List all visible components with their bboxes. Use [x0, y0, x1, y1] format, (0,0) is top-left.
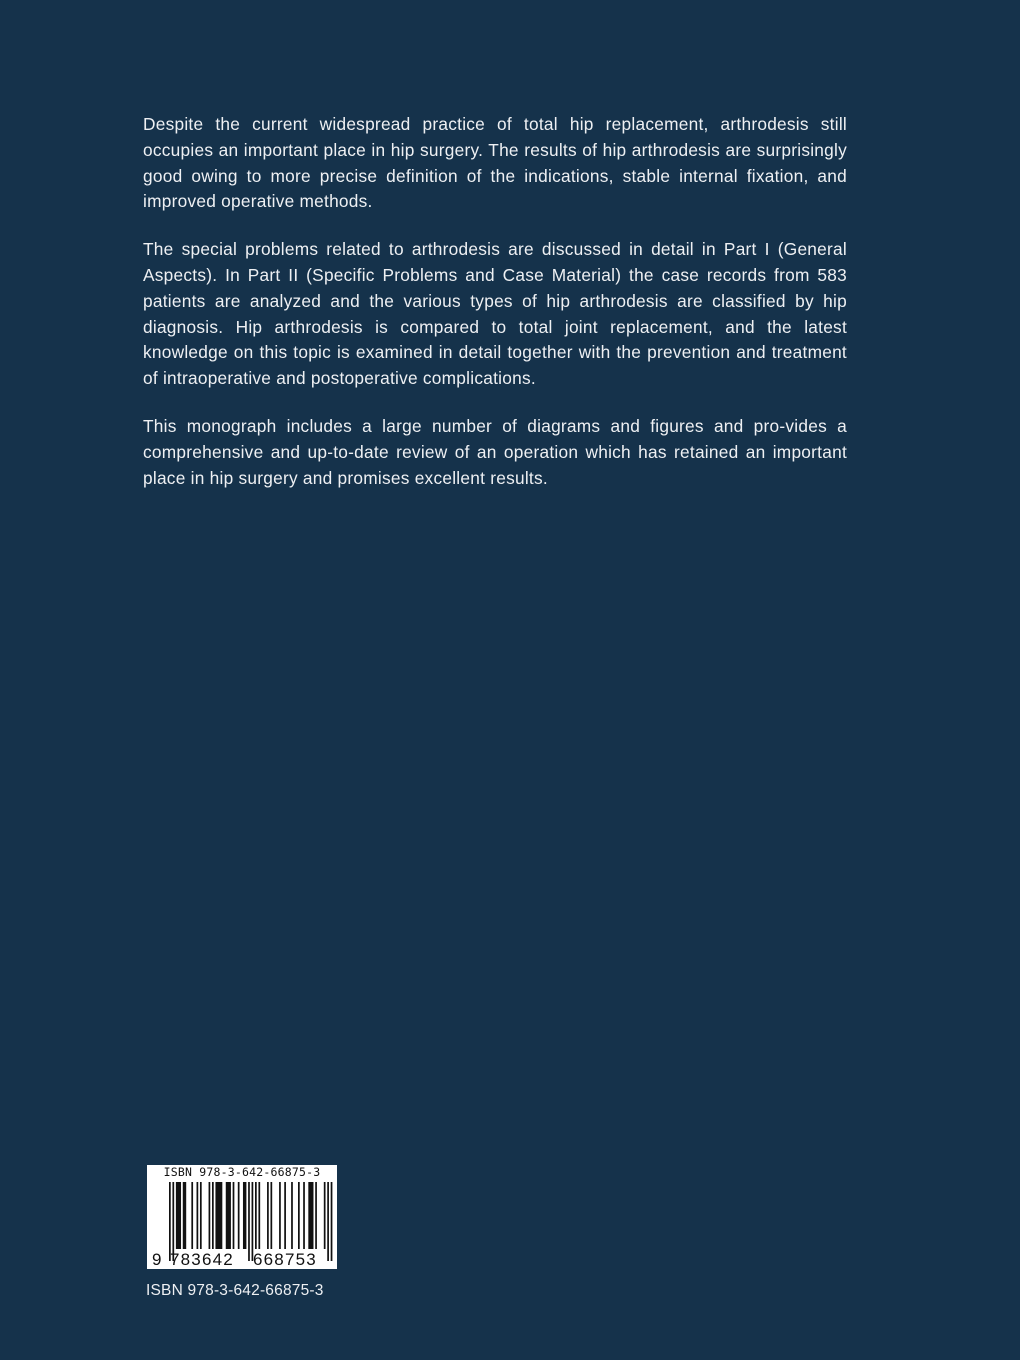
barcode-bar: [243, 1182, 246, 1249]
blurb-paragraph-3: This monograph includes a large number of diagrams and figures and pro-vides a comprehensive and up-to-date review of an operation which has retained an important place in hip surgery and promises excellent results.: [143, 415, 847, 488]
barcode-bar: [197, 1182, 199, 1249]
barcode-bar: [209, 1182, 211, 1249]
barcode-bar: [279, 1182, 281, 1249]
barcode-bar: [183, 1182, 186, 1249]
barcode-left-digits: 783642: [170, 1250, 234, 1269]
barcode-bar: [191, 1182, 193, 1249]
barcode-bar: [291, 1182, 293, 1249]
isbn-barcode: [147, 1165, 337, 1269]
barcode-bar: [284, 1182, 286, 1249]
barcode-isbn-label: ISBN 978-3-642-66875-3: [163, 1165, 321, 1179]
barcode-bar: [308, 1182, 313, 1249]
barcode-guard-bar: [327, 1182, 329, 1261]
barcode-right-digits: 668753: [253, 1250, 317, 1269]
barcode-lead-digit: 9: [152, 1250, 162, 1269]
barcode-bar: [298, 1182, 300, 1249]
barcode-bar: [303, 1182, 305, 1249]
barcode-bar: [215, 1182, 222, 1249]
barcode-bar: [176, 1182, 181, 1249]
barcode-bar: [315, 1182, 317, 1249]
barcode-bar: [233, 1182, 235, 1249]
isbn-text: ISBN 978-3-642-66875-3: [146, 1282, 324, 1299]
barcode-guard-bar: [331, 1182, 333, 1261]
barcode-bar: [200, 1182, 202, 1249]
blurb-paragraph-1: Despite the current widespread practice of total hip replacement, arthrodesis still occupies an important place in hip surgery. The results of hip arthrodesis are surprisingly good owing to more precise definition of the indications, stable internal fixation, and improved operative methods.: [143, 114, 847, 212]
blurb-paragraph-2: The special problems related to arthrodesis are discussed in detail in Part I (General Aspects). In Part II (Specific Problems and Case Material) the case records from 583 patients are analyzed and the various types of hip arthrodesis are classified by hip diagnosis. Hip arthrodesis is compared to total joint replacement, and the latest knowledge on this topic is examined in detail together with the prevention and treatment of intraoperative and postoperative complications.: [143, 239, 847, 389]
barcode-bar: [226, 1182, 231, 1249]
back-cover-blurb: [143, 112, 847, 513]
barcode-bar: [270, 1182, 272, 1249]
barcode-bar: [258, 1182, 260, 1249]
barcode-bar: [255, 1182, 257, 1249]
barcode-bar: [324, 1182, 326, 1249]
barcode-guard-bar: [248, 1182, 250, 1261]
barcode-bar: [238, 1182, 240, 1249]
barcode-bar: [267, 1182, 269, 1249]
barcode-bar: [212, 1182, 214, 1249]
barcode-digits: [147, 1251, 337, 1269]
